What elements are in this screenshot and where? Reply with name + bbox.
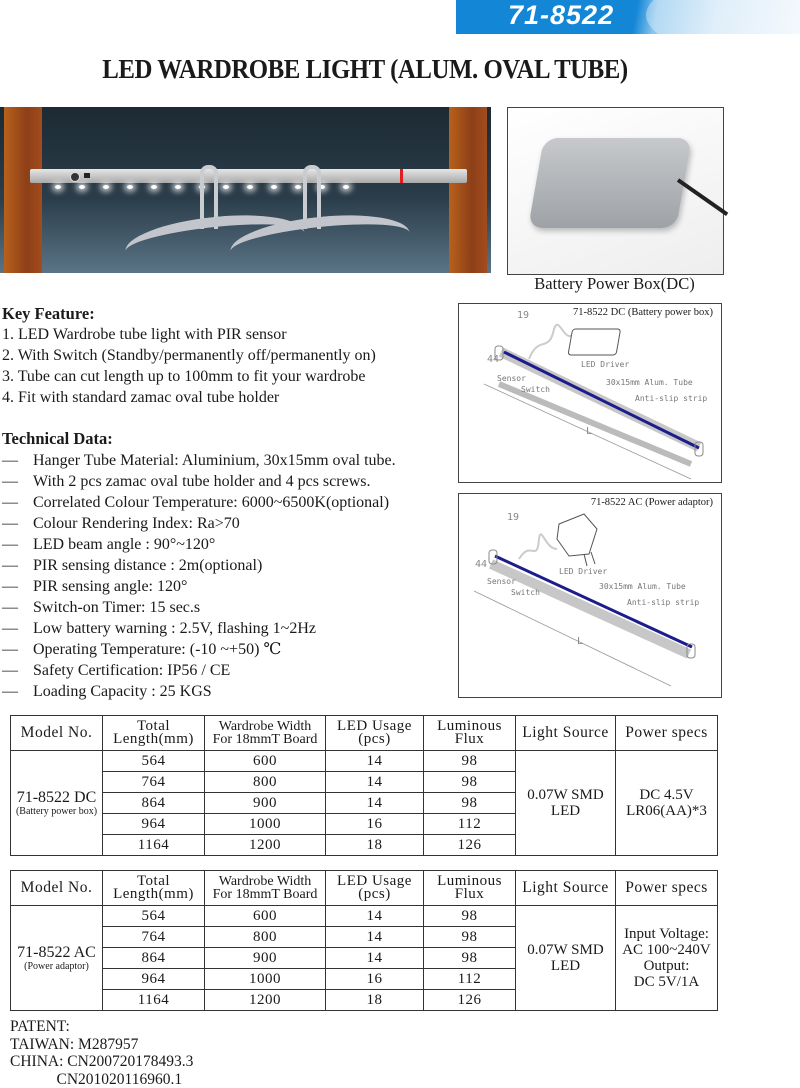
technical-data-list xyxy=(2,450,396,702)
patent-line: CN201020116960.1 xyxy=(10,1071,193,1088)
width-cell: 1200 xyxy=(205,835,326,856)
power-adaptor xyxy=(557,514,597,556)
technical-data-heading: Technical Data: xyxy=(2,429,113,449)
flux-cell: 98 xyxy=(424,751,516,772)
table-header-row xyxy=(11,716,718,751)
technical-data-item xyxy=(2,555,396,576)
sensor-label: Sensor xyxy=(487,577,516,586)
dash-bullet: — xyxy=(2,450,33,471)
wardrobe-side-panel xyxy=(449,107,487,273)
led-cell: 14 xyxy=(326,927,424,948)
flux-cell: 98 xyxy=(424,772,516,793)
cable xyxy=(529,325,574,359)
technical-data-text: PIR sensing distance : 2m(optional) xyxy=(33,557,262,574)
col-header-width: Wardrobe Width For 18mmT Board xyxy=(205,716,326,751)
col-header-led: LED Usage (pcs) xyxy=(326,871,424,906)
dash-bullet: — xyxy=(2,513,33,534)
patent-line: TAIWAN: M287957 xyxy=(10,1036,193,1054)
battery-photo-caption: Battery Power Box(DC) xyxy=(507,274,722,294)
col-header-length: Total Length(mm) xyxy=(103,871,205,906)
model-code: 71-8522 xyxy=(508,0,614,31)
technical-data-text: With 2 pcs zamac oval tube holder and 4 pcs screws. xyxy=(33,473,370,490)
technical-data-item xyxy=(2,597,396,618)
flux-cell: 126 xyxy=(424,990,516,1011)
led-driver-label: LED Driver xyxy=(559,567,607,576)
technical-data-item xyxy=(2,576,396,597)
dash-bullet: — xyxy=(2,576,33,597)
patent-section xyxy=(10,1018,193,1088)
model-code-banner xyxy=(456,0,800,34)
tube-label: 30x15mm Alum. Tube xyxy=(599,582,686,591)
technical-data-text: LED beam angle : 90°~120° xyxy=(33,536,215,553)
flux-cell: 98 xyxy=(424,927,516,948)
led-cell: 16 xyxy=(326,969,424,990)
technical-data-item xyxy=(2,660,396,681)
dimension-side: 44 xyxy=(475,559,487,570)
model-cell: 71-8522 DC (Battery power box) xyxy=(11,751,103,856)
aluminium-tube-body xyxy=(491,564,689,654)
tube-cut-mark xyxy=(400,169,403,183)
led-cell: 14 xyxy=(326,793,424,814)
power-specs-cell: DC 4.5V LR06(AA)*3 xyxy=(616,751,718,856)
led-dot xyxy=(55,185,61,189)
width-cell: 600 xyxy=(205,751,326,772)
width-cell: 900 xyxy=(205,793,326,814)
battery-box-photo xyxy=(507,107,724,275)
light-source-cell: 0.07W SMD LED xyxy=(516,906,616,1011)
dc-diagram-drawing xyxy=(459,304,721,482)
model-cell: 71-8522 AC (Power adaptor) xyxy=(11,906,103,1011)
technical-data-item xyxy=(2,450,396,471)
dash-bullet: — xyxy=(2,681,33,702)
flux-cell: 112 xyxy=(424,969,516,990)
light-source-cell: 0.07W SMD LED xyxy=(516,751,616,856)
technical-data-item xyxy=(2,492,396,513)
dash-bullet: — xyxy=(2,660,33,681)
led-cell: 14 xyxy=(326,906,424,927)
col-header-model: Model No. xyxy=(11,871,103,906)
key-feature-item: 4. Fit with standard zamac oval tube holder xyxy=(2,387,376,408)
page-title: LED WARDROBE LIGHT (ALUM. OVAL TUBE) xyxy=(29,54,701,85)
width-cell: 900 xyxy=(205,948,326,969)
led-driver-label: LED Driver xyxy=(581,360,629,369)
dash-bullet: — xyxy=(2,534,33,555)
length-cell: 964 xyxy=(103,969,205,990)
battery-box xyxy=(528,138,692,228)
dc-spec-table xyxy=(10,715,718,856)
dash-bullet: — xyxy=(2,618,33,639)
patent-line: CHINA: CN200720178493.3 xyxy=(10,1053,193,1071)
technical-data-item xyxy=(2,534,396,555)
key-feature-item: 3. Tube can cut length up to 100mm to fit your wardrobe xyxy=(2,366,376,387)
technical-data-text: PIR sensing angle: 120° xyxy=(33,578,187,595)
power-specs-cell: Input Voltage: AC 100~240V Output: DC 5V/1A xyxy=(616,906,718,1011)
table-row xyxy=(11,751,718,772)
flux-cell: 126 xyxy=(424,835,516,856)
led-cell: 14 xyxy=(326,751,424,772)
led-dot xyxy=(223,185,229,189)
dimension-top: 19 xyxy=(507,512,519,523)
length-label: L xyxy=(577,636,583,647)
dash-bullet: — xyxy=(2,597,33,618)
length-cell: 564 xyxy=(103,751,205,772)
technical-data-item xyxy=(2,471,396,492)
key-feature-list xyxy=(2,324,376,408)
length-label: L xyxy=(586,426,592,437)
tube-label: 30x15mm Alum. Tube xyxy=(606,378,693,387)
led-dot xyxy=(343,185,349,189)
led-cell: 14 xyxy=(326,772,424,793)
flux-cell: 98 xyxy=(424,906,516,927)
col-header-led: LED Usage (pcs) xyxy=(326,716,424,751)
flux-cell: 98 xyxy=(424,793,516,814)
dc-installation-diagram xyxy=(458,303,722,483)
col-header-flux: Luminous Flux xyxy=(424,871,516,906)
patent-heading: PATENT: xyxy=(10,1018,193,1036)
col-header-flux: Luminous Flux xyxy=(424,716,516,751)
technical-data-item xyxy=(2,513,396,534)
led-dot xyxy=(271,185,277,189)
sensor-label: Sensor xyxy=(497,374,526,383)
width-cell: 800 xyxy=(205,927,326,948)
key-feature-item: 2. With Switch (Standby/permanently off/permanently on) xyxy=(2,345,376,366)
switch-icon xyxy=(84,173,90,178)
dash-bullet: — xyxy=(2,471,33,492)
led-dot xyxy=(247,185,253,189)
dash-bullet: — xyxy=(2,492,33,513)
battery-cable xyxy=(677,178,728,216)
length-cell: 764 xyxy=(103,927,205,948)
table-row xyxy=(11,906,718,927)
technical-data-text: Colour Rendering Index: Ra>70 xyxy=(33,515,240,532)
width-cell: 1000 xyxy=(205,969,326,990)
dimension-side: 44 xyxy=(487,354,499,365)
length-cell: 564 xyxy=(103,906,205,927)
led-driver-box xyxy=(568,329,621,355)
dimension-top: 19 xyxy=(517,310,529,321)
technical-data-text: Safety Certification: IP56 / CE xyxy=(33,662,230,679)
technical-data-item xyxy=(2,639,396,660)
led-dot xyxy=(127,185,133,189)
technical-data-item xyxy=(2,618,396,639)
dash-bullet: — xyxy=(2,639,33,660)
pir-sensor-icon xyxy=(70,172,80,182)
width-cell: 800 xyxy=(205,772,326,793)
led-cell: 18 xyxy=(326,990,424,1011)
technical-data-text: Loading Capacity : 25 KGS xyxy=(33,683,212,700)
led-dot xyxy=(79,185,85,189)
anti-slip-label: Anti-slip strip xyxy=(627,598,699,607)
led-dot xyxy=(175,185,181,189)
col-header-power: Power specs xyxy=(616,871,718,906)
col-header-light-source: Light Source xyxy=(516,716,616,751)
col-header-length: Total Length(mm) xyxy=(103,716,205,751)
cable xyxy=(519,534,557,559)
wardrobe-side-panel xyxy=(4,107,42,273)
col-header-light-source: Light Source xyxy=(516,871,616,906)
flux-cell: 112 xyxy=(424,814,516,835)
flux-cell: 98 xyxy=(424,948,516,969)
width-cell: 1200 xyxy=(205,990,326,1011)
led-dot xyxy=(295,185,301,189)
length-cell: 764 xyxy=(103,772,205,793)
technical-data-item xyxy=(2,681,396,702)
ac-spec-table xyxy=(10,870,718,1011)
anti-slip-label: Anti-slip strip xyxy=(635,394,707,403)
plug-pin xyxy=(584,554,587,566)
switch-label: Switch xyxy=(521,385,550,394)
led-cell: 16 xyxy=(326,814,424,835)
table-header-row xyxy=(11,871,718,906)
ac-installation-diagram xyxy=(458,493,722,698)
led-dot xyxy=(103,185,109,189)
ac-diagram-drawing xyxy=(459,494,721,697)
led-cell: 14 xyxy=(326,948,424,969)
length-cell: 1164 xyxy=(103,835,205,856)
technical-data-text: Switch-on Timer: 15 sec.s xyxy=(33,599,200,616)
plug-pin xyxy=(591,552,595,564)
switch-label: Switch xyxy=(511,588,540,597)
diagram-title: 71-8522 AC (Power adaptor) xyxy=(591,497,713,508)
led-dot xyxy=(151,185,157,189)
col-header-model: Model No. xyxy=(11,716,103,751)
col-header-width: Wardrobe Width For 18mmT Board xyxy=(205,871,326,906)
width-cell: 600 xyxy=(205,906,326,927)
key-feature-item: 1. LED Wardrobe tube light with PIR sensor xyxy=(2,324,376,345)
technical-data-text: Hanger Tube Material: Aluminium, 30x15mm oval tube. xyxy=(33,452,396,469)
width-cell: 1000 xyxy=(205,814,326,835)
length-cell: 964 xyxy=(103,814,205,835)
banner-swoosh-decoration xyxy=(646,0,800,34)
technical-data-text: Correlated Colour Temperature: 6000~6500K(optional) xyxy=(33,494,389,511)
length-cell: 864 xyxy=(103,948,205,969)
led-cell: 18 xyxy=(326,835,424,856)
dash-bullet: — xyxy=(2,555,33,576)
diagram-title: 71-8522 DC (Battery power box) xyxy=(573,307,713,318)
length-cell: 864 xyxy=(103,793,205,814)
key-feature-heading: Key Feature: xyxy=(2,304,95,324)
technical-data-text: Low battery warning : 2.5V, flashing 1~2Hz xyxy=(33,620,316,637)
technical-data-text: Operating Temperature: (-10 ~+50) ℃ xyxy=(33,641,281,658)
length-cell: 1164 xyxy=(103,990,205,1011)
wardrobe-photo xyxy=(0,107,491,273)
col-header-power: Power specs xyxy=(616,716,718,751)
